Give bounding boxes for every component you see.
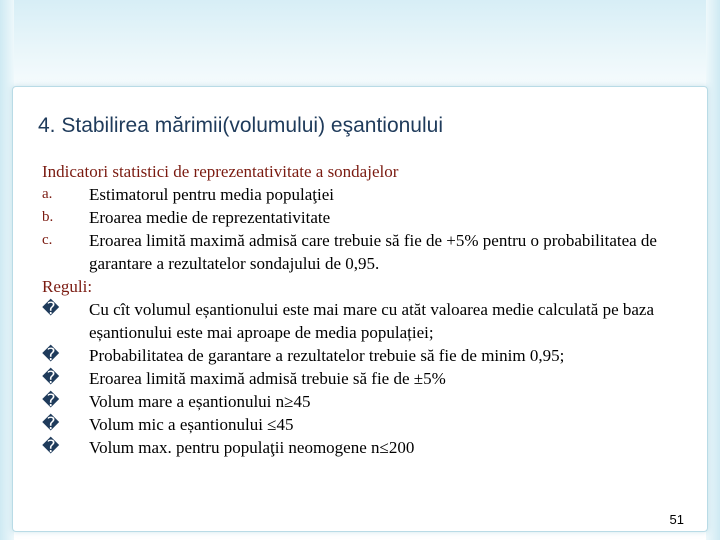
- rule-text: Eroarea limită maximă admisă trebuie să fie de ±5%: [89, 369, 446, 388]
- right-border-band: [706, 0, 720, 540]
- indicator-text: Eroarea limită maximă admisă care trebuie să fie de +5% pentru o probabilitatea de garantare a rezultatelor sondajului de 0,95.: [89, 231, 657, 273]
- top-gradient-band: [0, 0, 720, 88]
- rule-text: Cu cît volumul eșantionului este mai mare cu atăt valoarea medie calculată pe baza eșantionului este mai aproape de media populației;: [89, 300, 655, 342]
- indicator-text: Eroarea medie de reprezentativitate: [89, 208, 331, 227]
- rule-item: [42, 390, 682, 413]
- rule-item: [42, 298, 682, 344]
- rule-item: [42, 344, 682, 367]
- bullet-icon: �: [42, 299, 60, 319]
- rules-heading: Reguli:: [42, 277, 93, 296]
- rule-text: Volum mic a eșantionului ≤45: [89, 415, 294, 434]
- slide-content: [42, 160, 682, 459]
- slide-title: 4. Stabilirea mărimii(volumului) eşantionului: [38, 114, 443, 137]
- indicators-heading: Indicatori statistici de reprezentativitate a sondajelor: [42, 162, 399, 181]
- indicator-marker: a.: [42, 186, 53, 202]
- bullet-icon: �: [42, 368, 60, 388]
- rule-text: Volum max. pentru populaţii neomogene n≤200: [89, 438, 415, 457]
- rule-item: [42, 413, 682, 436]
- indicator-marker: c.: [42, 232, 53, 248]
- bullet-icon: �: [42, 414, 60, 434]
- bullet-icon: �: [42, 391, 60, 411]
- bullet-icon: �: [42, 345, 60, 365]
- bullet-icon: �: [42, 437, 60, 457]
- indicator-item: [42, 183, 682, 206]
- indicator-marker: b.: [42, 209, 54, 225]
- rule-item: [42, 367, 682, 390]
- indicator-text: Estimatorul pentru media populaţiei: [89, 185, 335, 204]
- indicator-item: [42, 206, 682, 229]
- page-number: 51: [669, 512, 684, 527]
- indicator-item: [42, 229, 682, 275]
- rule-text: Probabilitatea de garantare a rezultatelor trebuie să fie de minim 0,95;: [89, 346, 565, 365]
- rule-item: [42, 436, 682, 459]
- rule-text: Volum mare a eșantionului n≥45: [89, 392, 311, 411]
